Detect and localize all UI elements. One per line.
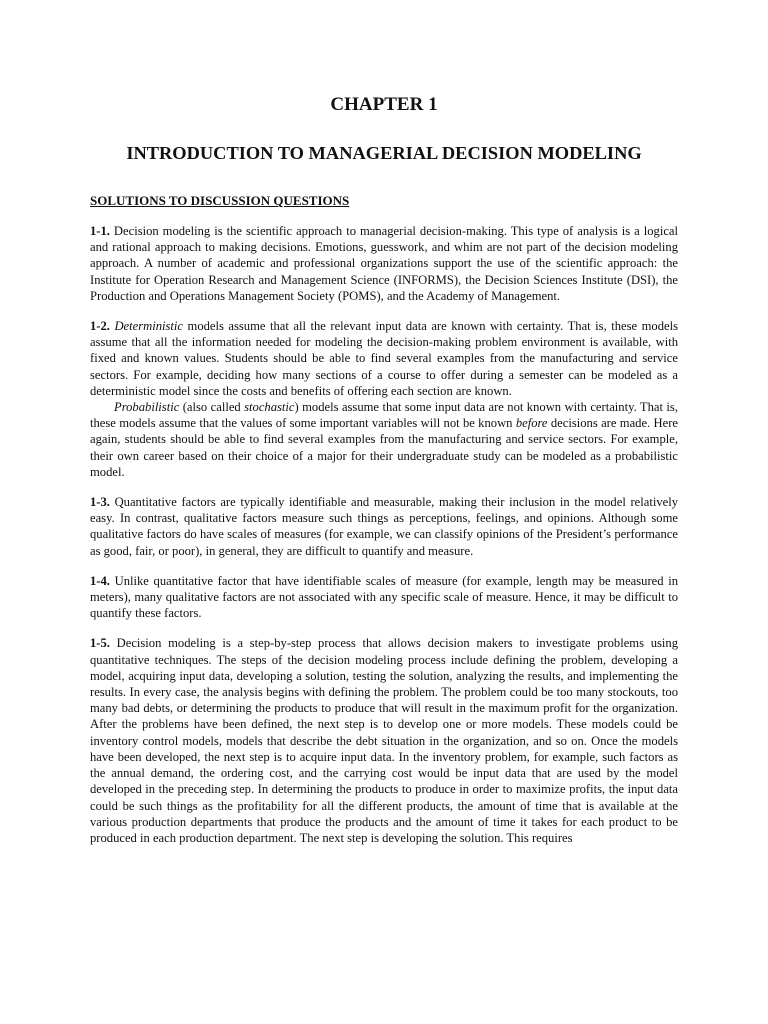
answer-text: Quantitative factors are typically identifiable and measurable, making their inclusion in the model relatively easy. In contrast, qualitative factors measure such things as perceptions, feelings, and opinions. Although some qualitative factors do have scales of measures (for example, we can classify opinions of the President’s performance as good, fair, or poor), in general, they are difficult to quantify and measure. xyxy=(90,495,678,558)
answer-text: decisions are made. Here again, students should be able to find several examples from the manufacturing and service sectors. For example, their own career based on their choice of a major for their undergraduate study can be modeled as a probabilistic model. xyxy=(90,416,678,479)
chapter-heading: CHAPTER 1 xyxy=(330,94,438,115)
term-stochastic: stochastic xyxy=(244,400,295,415)
answer-1-3 xyxy=(90,494,678,559)
answer-text: Decision modeling is the scientific approach to managerial decision-making. This type of analysis is a logical and rational approach to making decisions. Emotions, guesswork, and whim are not part of the decision modeling approach. A number of academic and professional organizations support the use of the scientific approach: the Institute for Operation Research and Management Science (INFORMS), the Decision Sciences Institute (DSI), the Production and Operations Management Society (POMS), and the Academy of Management. xyxy=(90,224,678,303)
answer-1-1 xyxy=(90,223,678,304)
answer-1-2 xyxy=(90,318,678,399)
answer-1-5 xyxy=(90,635,678,846)
answer-1-4 xyxy=(90,573,678,622)
answer-text: ) models assume that some input data are not known with certainty. That is, these models assume that the values of some important variables will not be known xyxy=(90,400,678,431)
answer-1-2-continued xyxy=(90,399,678,480)
question-number: 1-2. xyxy=(90,319,110,334)
answer-text: Decision modeling is a step-by-step process that allows decision makers to investigate problems using quantitative techniques. The steps of the decision modeling process include defining the problem, developing a model, acquiring input data, developing a solution, testing the solution, analyzing the results, and implementing the results. In every case, the analysis begins with defining the problem. The problem could be too many stockouts, too many bad debts, or determining the products to produce that will result in the maximum profit for the organization. After the problems have been defined, the next step is to develop one or more models. These models could be inventory control models, models that describe the debt situation in the organization, and so on. Once the models have been developed, the next step is to acquire input data. In the inventory problem, for example, such factors as the annual demand, the ordering cost, and the carrying cost would be input data that are used by the model developed in the preceding step. In determining the products to produce in order to maximize profits, the input data could be such things as the profitability for all the different products, the amount of time that is available at the various production departments that produce the products and the amount of time it takes for each product to be produced in each production department. The next step is developing the solution. This requires xyxy=(90,636,678,845)
section-heading: SOLUTIONS TO DISCUSSION QUESTIONS xyxy=(90,193,350,208)
term-before: before xyxy=(515,416,548,431)
answer-text: models assume that all the relevant input data are known with certainty. That is, these models assume that all the information needed for modeling the decision-making problem environment is available, with fixed and known values. Students should be able to find several examples from the manufacturing and service sectors. For example, deciding how many sections of a course to offer during a semester can be modeled as a deterministic model since the costs and benefits of offering each section are known. xyxy=(90,319,678,398)
question-number: 1-4. xyxy=(90,573,110,588)
question-number: 1-1. xyxy=(90,224,110,238)
term-probabilistic: Probabilistic xyxy=(114,400,180,415)
chapter-title: INTRODUCTION TO MANAGERIAL DECISION MODELING xyxy=(126,143,642,163)
question-number: 1-5. xyxy=(90,636,110,651)
document-page xyxy=(90,93,678,846)
answer-text: (also called xyxy=(179,400,245,415)
question-number: 1-3. xyxy=(90,495,110,510)
answer-text: Unlike quantitative factor that have identifiable scales of measure (for example, length may be measured in meters), many qualitative factors are not associated with any specific scale of measure. Hence, it may be difficult to quantify these factors. xyxy=(90,573,678,621)
term-deterministic: Deterministic xyxy=(114,319,184,334)
